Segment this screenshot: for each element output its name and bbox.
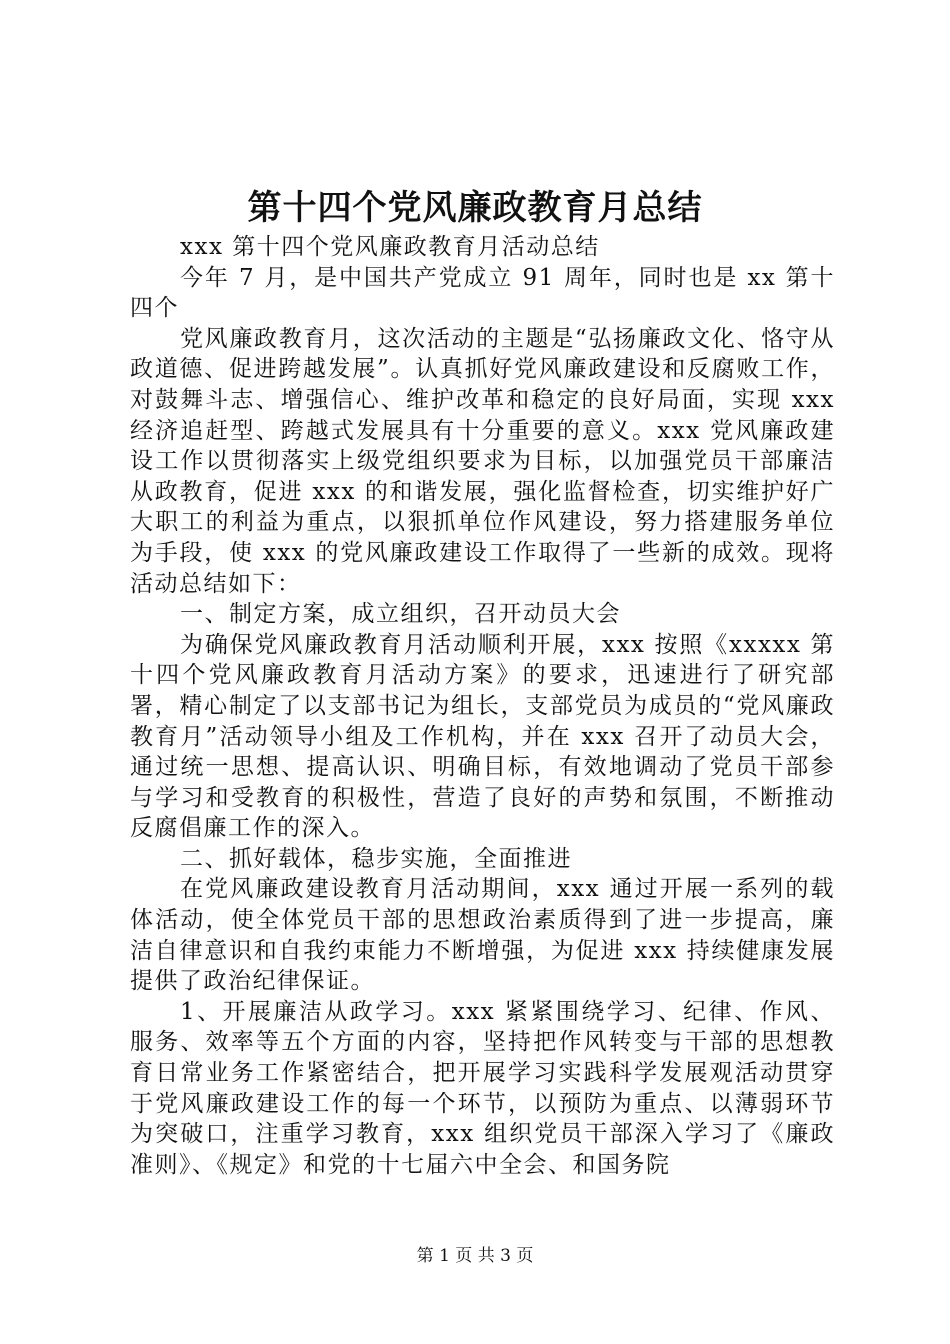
body-paragraph: 为确保党风廉政教育月活动顺利开展，xxx 按照《xxxxx 第十四个党风廉政教育月活动方案》的要求，迅速进行了研究部署，精心制定了以支部书记为组长，支部党员为成员的“党风廉政教育月”活动领导小组及工作机构，并在 xxx 召开了动员大会，通过统一思想、提高认识、明确目标，有效地调动了党员干部参与学习和受教育的积极性，营造了良好的声势和氛围，不断推动反腐倡廉工作的深入。 [130, 631, 835, 842]
document-title: 第十四个党风廉政教育月总结 [247, 188, 703, 228]
page-footer: 第 1 页 共 3 页 [416, 1246, 534, 1266]
body-paragraph: 在党风廉政建设教育月活动期间，xxx 通过开展一系列的载体活动，使全体党员干部的思想政治素质得到了进一步提高，廉洁自律意识和自我约束能力不断增强，为促进 xxx 持续健康发展提供了政治纪律保证。 [130, 876, 835, 995]
document-body [130, 232, 835, 1180]
body-paragraph: 1、开展廉洁从政学习。xxx 紧紧围绕学习、纪律、作风、服务、效率等五个方面的内容，坚持把作风转变与干部的思想教育日常业务工作紧密结合，把开展学习实践科学发展观活动贯穿于党风廉政建设工作的每一个环节，以预防为重点、以薄弱环节为突破口，注重学习教育，xxx 组织党员干部深入学习了《廉政准则》、《规定》和党的十七届六中全会、和国务院 [130, 998, 835, 1178]
body-paragraph: 今年 7 月，是中国共产党成立 91 周年，同时也是 xx 第十四个 [130, 264, 835, 322]
subtitle-paragraph: xxx 第十四个党风廉政教育月活动总结 [180, 234, 600, 260]
body-paragraph: 党风廉政教育月，这次活动的主题是“弘扬廉政文化、恪守从政道德、促进跨越发展”。认真抓好党风廉政建设和反腐败工作，对鼓舞斗志、增强信心、维护改革和稳定的良好局面，实现 xxx 经济追赶型、跨越式发展具有十分重要的意义。xxx 党风廉政建设工作以贯彻落实上级党组织要求为目标，以加强党员干部廉洁从政教育，促进 xxx 的和谐发展，强化监督检查，切实维护好广大职工的利益为重点，以狠抓单位作风建设，努力搭建服务单位为手段，使 xxx 的党风廉政建设工作取得了一些新的成效。现将活动总结如下： [130, 325, 835, 597]
section-heading: 一、制定方案，成立组织，召开动员大会 [180, 601, 621, 628]
section-heading: 二、抓好载体，稳步实施，全面推进 [180, 845, 572, 872]
